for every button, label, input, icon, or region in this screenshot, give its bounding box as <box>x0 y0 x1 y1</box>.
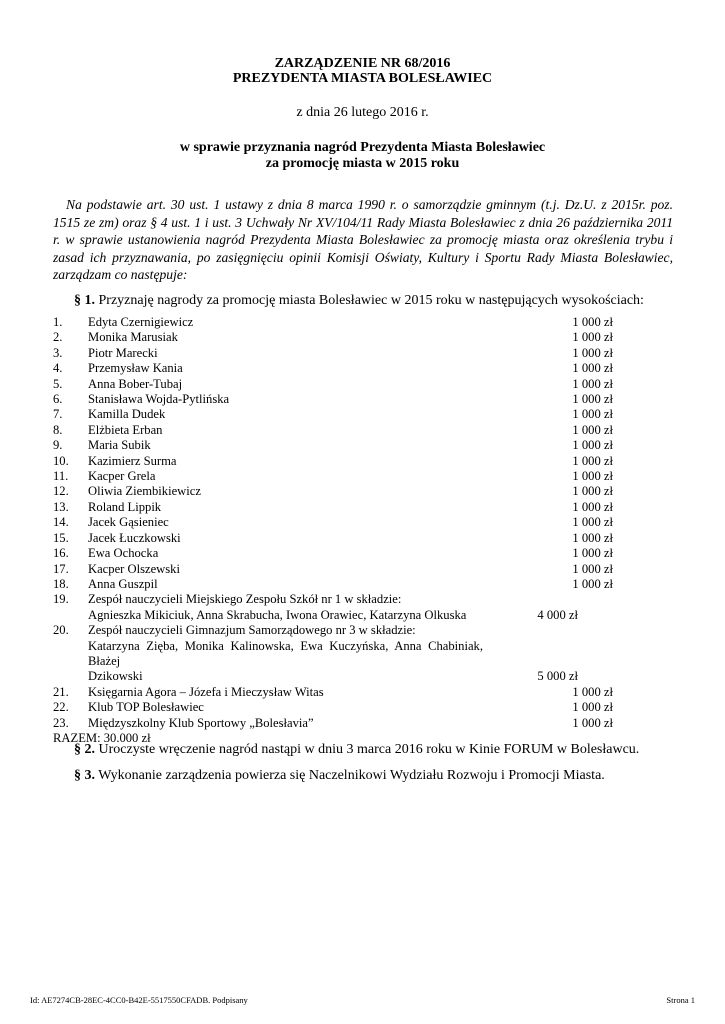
award-amount: 1 000 zł <box>572 530 613 545</box>
section-3-mark: § 3. <box>74 768 95 783</box>
award-row-team-20 <box>53 623 613 638</box>
award-recipient: Kamilla Dudek <box>88 407 166 422</box>
team-20-members-line1: Katarzyna Zięba, Monika Kalinowska, Ewa Kuczyńska, Anna Chabiniak, Błażej <box>88 638 483 668</box>
preamble: Na podstawie art. 30 ust. 1 ustawy z dnia 8 marca 1990 r. o samorządzie gminnym (t.j. Dz.U. z 2015r. poz. 1515 ze zm) oraz § 4 ust. 1 i ust. 3 Uchwały Nr XV/104/11 Rady Miasta Bolesławiec z dnia 26 października 2011 r. w sprawie ustanowienia nagród Prezydenta Miasta Bolesławiec za promocję miasta oraz określenia trybu i zasad ich przyznawania, po zasięgnięciu opinii Komisji Oświaty, Kultury i Sportu Rady Miasta Bolesławiec, zarządzam co następuje: <box>53 197 673 283</box>
award-number: 13. <box>53 499 69 514</box>
section-2-text: Uroczyste wręczenie nagród nastąpi w dniu 3 marca 2016 roku w Kinie FORUM w Bolesławcu. <box>95 742 640 757</box>
document-subject-line1: w sprawie przyznania nagród Prezydenta Miasta Bolesławiec <box>179 140 546 155</box>
award-amount: 1 000 zł <box>572 407 613 422</box>
award-number: 2. <box>53 330 63 345</box>
award-recipient: Maria Subik <box>88 438 151 453</box>
award-amount: 1 000 zł <box>572 561 613 576</box>
award-number: 4. <box>53 361 63 376</box>
award-row <box>53 546 613 561</box>
award-row <box>53 700 613 715</box>
award-recipient: Oliwia Ziembikiewicz <box>88 484 201 499</box>
award-row <box>53 716 613 731</box>
award-recipient: Księgarnia Agora – Józefa i Mieczysław Witas <box>88 684 324 699</box>
award-number: 5. <box>53 376 63 391</box>
award-recipient: Przemysław Kania <box>88 361 183 376</box>
award-recipient: Kacper Olszewski <box>88 561 180 576</box>
award-number: 17. <box>53 561 69 576</box>
award-row <box>53 484 613 499</box>
award-number: 21. <box>53 684 69 699</box>
award-row <box>53 500 613 515</box>
award-amount: 1 000 zł <box>572 361 613 376</box>
document-title-line1: ZARZĄDZENIE NR 68/2016 <box>274 56 451 71</box>
award-amount: 1 000 zł <box>572 715 613 730</box>
award-number: 7. <box>53 407 63 422</box>
award-amount: 1 000 zł <box>572 392 613 407</box>
award-row <box>53 438 613 453</box>
award-number: 14. <box>53 515 69 530</box>
award-recipient: Kazimierz Surma <box>88 453 177 468</box>
award-row <box>53 454 613 469</box>
award-amount: 1 000 zł <box>572 515 613 530</box>
award-row <box>53 330 613 345</box>
award-recipient: Monika Marusiak <box>88 330 178 345</box>
award-amount: 1 000 zł <box>572 438 613 453</box>
document-subject-line2: za promocję miasta w 2015 roku <box>265 156 460 171</box>
award-number: 10. <box>53 453 69 468</box>
award-amount: 1 000 zł <box>572 453 613 468</box>
award-row <box>53 577 613 592</box>
award-row-team-19 <box>53 592 613 607</box>
award-number: 23. <box>53 715 69 730</box>
award-row <box>53 515 613 530</box>
awards-list-head <box>53 315 613 592</box>
award-team-label: Zespół nauczycieli Gimnazjum Samorządowego nr 3 w składzie: <box>88 623 416 638</box>
footer-document-id: Id: AE7274CB-28EC-4CC0-B42E-5517550CFADB. Podpisany <box>30 995 248 1005</box>
award-number: 16. <box>53 546 69 561</box>
document-title-line2: PREZYDENTA MIASTA BOLESŁAWIEC <box>232 71 493 86</box>
awards-list-tail <box>53 685 613 731</box>
section-3-text: Wykonanie zarządzenia powierza się Naczelnikowi Wydziału Rozwoju i Promocji Miasta. <box>95 768 605 783</box>
award-amount: 1 000 zł <box>572 684 613 699</box>
team-19-members: Agnieszka Mikiciuk, Anna Skrabucha, Iwona Orawiec, Katarzyna Olkuska <box>88 607 467 622</box>
award-recipient: Stanisława Wojda-Pytlińska <box>88 392 230 407</box>
award-recipient: Klub TOP Bolesławiec <box>88 700 204 715</box>
award-number: 18. <box>53 576 69 591</box>
award-amount: 4 000 zł <box>537 607 578 622</box>
award-recipient: Jacek Łuczkowski <box>88 530 181 545</box>
award-number: 3. <box>53 345 63 360</box>
award-row <box>53 315 613 330</box>
award-row <box>53 392 613 407</box>
award-number: 8. <box>53 422 63 437</box>
award-number: 15. <box>53 530 69 545</box>
award-amount: 1 000 zł <box>572 499 613 514</box>
award-row <box>53 562 613 577</box>
award-recipient: Piotr Marecki <box>88 345 158 360</box>
award-amount: 1 000 zł <box>572 469 613 484</box>
award-number: 11. <box>53 469 69 484</box>
section-1-mark: § 1. <box>74 293 95 308</box>
award-row <box>53 531 613 546</box>
awards-list <box>53 315 613 746</box>
award-recipient: Anna Guszpil <box>88 576 158 591</box>
award-row <box>53 423 613 438</box>
award-amount: 1 000 zł <box>572 315 613 329</box>
award-number: 1. <box>53 315 63 329</box>
award-row <box>53 685 613 700</box>
team-19-members-block <box>53 608 613 623</box>
team-20-members-block <box>53 639 613 685</box>
footer-page-number: Strona 1 <box>666 995 695 1005</box>
award-row <box>53 377 613 392</box>
award-amount: 1 000 zł <box>572 330 613 345</box>
award-amount: 1 000 zł <box>572 376 613 391</box>
award-recipient: Elżbieta Erban <box>88 422 163 437</box>
award-amount: 1 000 zł <box>572 546 613 561</box>
award-team-label: Zespół nauczycieli Miejskiego Zespołu Szkół nr 1 w składzie: <box>88 592 402 607</box>
section-1 <box>53 293 683 309</box>
award-amount: 1 000 zł <box>572 345 613 360</box>
award-number: 19. <box>53 592 69 607</box>
team-20-members-line2: Dzikowski <box>88 669 143 684</box>
award-number: 6. <box>53 392 63 407</box>
section-3 <box>53 768 683 784</box>
award-recipient: Edyta Czernigiewicz <box>88 315 194 329</box>
document-date: z dnia 26 lutego 2016 r. <box>296 105 429 120</box>
award-row <box>53 346 613 361</box>
award-amount: 1 000 zł <box>572 422 613 437</box>
award-amount: 1 000 zł <box>572 700 613 715</box>
award-number: 20. <box>53 623 69 638</box>
award-row <box>53 407 613 422</box>
award-recipient: Jacek Gąsieniec <box>88 515 169 530</box>
award-recipient: Międzyszkolny Klub Sportowy „Bolesłavia” <box>88 715 314 730</box>
section-2-mark: § 2. <box>74 742 95 757</box>
award-recipient: Anna Bober-Tubaj <box>88 376 183 391</box>
award-number: 12. <box>53 484 69 499</box>
award-amount: 1 000 zł <box>572 576 613 591</box>
section-1-text: Przyznaję nagrody za promocję miasta Bolesławiec w 2015 roku w następujących wysokościach: <box>95 293 644 308</box>
award-amount: 1 000 zł <box>572 484 613 499</box>
award-recipient: Roland Lippik <box>88 499 162 514</box>
award-amount: 5 000 zł <box>537 669 578 684</box>
award-recipient: Kacper Grela <box>88 469 156 484</box>
award-number: 9. <box>53 438 63 453</box>
award-recipient: Ewa Ochocka <box>88 546 159 561</box>
awards-total: RAZEM: 30.000 zł <box>53 730 151 745</box>
award-row <box>53 361 613 376</box>
award-number: 22. <box>53 700 69 715</box>
section-2 <box>53 742 683 758</box>
award-row <box>53 469 613 484</box>
